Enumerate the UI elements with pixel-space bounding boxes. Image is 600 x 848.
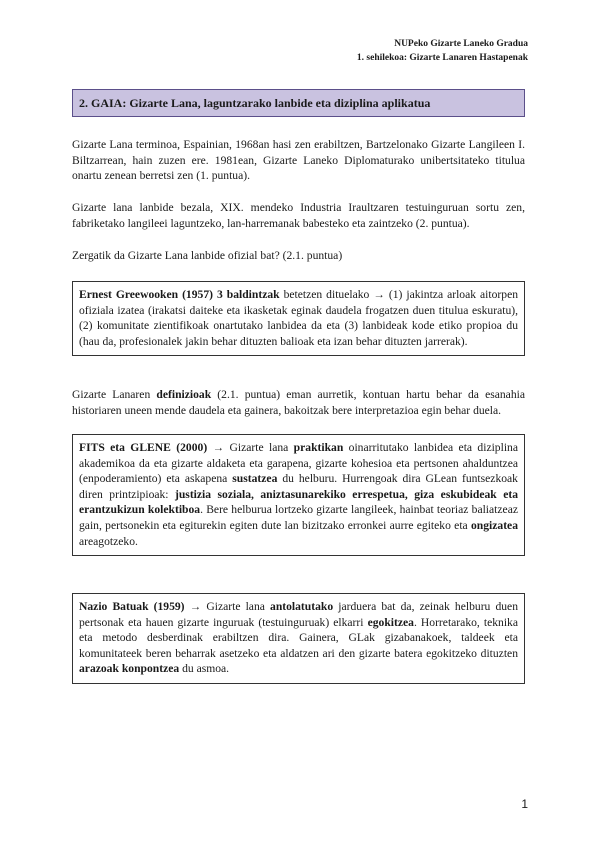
text-run: (2.1. puntua) eman aurretik, kontuan hartu behar da esanahia historiaren uneen mende daudela eta gainera, bakoitzak bere interpretazioa egin behar duela. [72,388,525,417]
bold-term: praktikan [293,441,344,454]
text-run: . Bere helburua lortzeko gizarte langileek, hainbat teoriaz baliatzeaz gain, pertsonekin eta egiturekin egiten dute lan bizitzako erronkei aurre egiteko eta [79,503,518,532]
header-semester: 1. sehilekoa: Gizarte Lanaren Hastapenak [356,53,528,63]
bold-term: arazoak konpontzea [79,662,180,676]
paragraph-history: Gizarte Lana terminoa, Espainian, 1968an hasi zen erabiltzen, Bartzelonako Gizarte Langileen I. Biltzarrean, hain zuzen ere. 1981ean, Gizarte Laneko Diplomaturako unibertsitateko titulua onartu zenean berretsi zen (1. puntua). [72,138,525,182]
text-run: oinarritutako lanbidea eta diziplina akademikoa da eta gizarte aldaketa eta garapena, gizarte kohesioa eta pertsonen ahalduntzea (enpoderamiento) eta askapena [79,441,518,486]
text-run: Gizarte Lanaren [72,388,157,401]
box-heading: Nazio Batuak (1959) [79,600,185,613]
box-text [79,440,518,549]
page-number: 1 [521,797,528,811]
paragraph-definitions [72,387,525,418]
definition-box-fits-glene [72,434,525,556]
text-run: → Gizarte lana [184,600,271,613]
header-course: NUPeko Gizarte Laneko Gradua [394,39,528,49]
text-run: . Horretarako, teknika eta metodo desberdinak erabiltzen dira. Gainera, GLak gizabanakoek, taldeek eta komunitateek beren beharrak asetzeko eta aldatzen ari den gizarte batera egokitzeko dituzten [79,615,518,660]
box-body: betetzen dituelako → (1) jakintza arloak aitorpen ofiziala izatea (irakatsi daiteke eta ikasketak eginak daudela frogatzen duen titulua eskuratu), (2) komunitate zientifikoak onartutako lanbidea da eta (3) lanbideak kode etiko propioa du (hau da, profesionalek jakin behar dituzten balioak eta izan behar dituzten jarrerak). [79,288,519,348]
definition-box-un [72,593,525,684]
box-heading: Ernest Greewooken (1957) 3 baldintzak [79,288,280,301]
bold-term: sustatzea [232,472,278,486]
text-run: areagotzeko. [79,534,138,548]
text-run: → Gizarte lana [207,441,294,454]
bold-term: egokitzea [367,615,414,629]
box-heading: FITS eta GLENE (2000) [79,441,208,454]
page-header [357,37,528,65]
bold-term: ongizatea [470,518,518,532]
definition-box-greenwood [72,281,525,356]
bold-term: definizioak [156,388,212,401]
paragraph-origin: Gizarte lana lanbide bezala, XIX. mendeko Industria Iraultzaren testuinguruan sortu zen, fabriketako langileei laguntzeko, lan-harremanak babesteko eta zaintzeko (2. puntua). [72,201,525,230]
box-text [79,287,518,349]
bold-term: antolatutako [270,600,334,613]
section-title: 2. GAIA: Gizarte Lana, laguntzarako lanbide eta diziplina aplikatua [72,89,525,117]
paragraph-question: Zergatik da Gizarte Lana lanbide ofizial bat? (2.1. puntua) [72,249,343,262]
box-text [79,599,518,677]
text-run: jarduera bat da, zeinak helburu duen pertsonak eta hauen gizarte inguruak (testuinguruak) elkarri [79,600,518,629]
text-run: du asmoa. [179,662,230,676]
text-run: du helburu. Hurrengoak dira GLean funtsezkoak diren printzipioak: [79,472,518,501]
bold-term: justizia soziala, aniztasunarekiko errespetua, giza eskubideak eta erantzukizun kolektiboa [79,487,518,517]
